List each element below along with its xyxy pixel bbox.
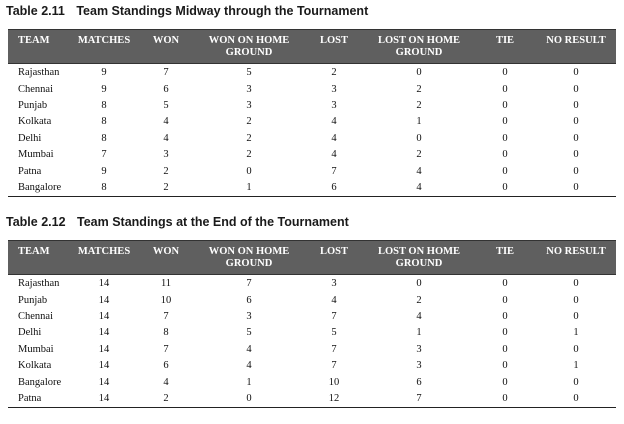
cell-lost-home: 0	[416, 132, 422, 144]
cell-tie: 0	[502, 360, 508, 372]
table-2-11-caption	[6, 4, 368, 18]
cell-no-result: 0	[573, 165, 579, 177]
cell-lost: 3	[331, 278, 337, 290]
cell-team: Punjab	[18, 294, 48, 306]
cell-won: 7	[163, 343, 169, 355]
column-header-lost-home: LOST ON HOME GROUND	[364, 30, 474, 64]
column-header-team: TEAM	[8, 30, 70, 64]
cell-lost: 3	[331, 99, 337, 111]
column-header-lost-home: LOST ON HOME GROUND	[364, 241, 474, 275]
column-header-no-result: NO RESULT	[536, 30, 616, 64]
cell-team: Bangalore	[18, 376, 62, 388]
cell-matches: 9	[101, 83, 107, 95]
cell-matches: 14	[98, 376, 110, 388]
cell-no-result: 0	[573, 116, 579, 128]
cell-won-home: 2	[246, 116, 252, 128]
cell-lost: 3	[331, 83, 337, 95]
cell-won-home: 3	[246, 99, 252, 111]
cell-lost-home: 4	[416, 165, 422, 177]
cell-no-result: 0	[573, 376, 579, 388]
cell-no-result: 1	[573, 327, 579, 339]
cell-team: Kolkata	[18, 360, 52, 372]
cell-won: 11	[160, 278, 172, 290]
cell-won: 4	[163, 132, 169, 144]
column-header-lost: LOST	[304, 241, 364, 275]
cell-team: Chennai	[18, 83, 53, 95]
column-header-won-home: WON ON HOME GROUND	[194, 30, 304, 64]
cell-lost: 12	[304, 391, 364, 408]
cell-tie: 0	[502, 278, 508, 290]
cell-matches: 14	[98, 294, 110, 306]
cell-lost: 7	[331, 165, 337, 177]
table-row	[8, 98, 616, 114]
cell-no-result: 0	[573, 132, 579, 144]
cell-team: Patna	[18, 165, 42, 177]
cell-lost: 7	[331, 310, 337, 322]
table-row	[8, 147, 616, 163]
cell-lost-home: 6	[416, 376, 422, 388]
cell-team: Mumbai	[18, 343, 54, 355]
cell-tie: 0	[474, 391, 536, 408]
table-title: Team Standings Midway through the Tournament	[76, 4, 369, 18]
cell-lost: 10	[328, 376, 340, 388]
column-header-tie: TIE	[474, 30, 536, 64]
column-header-won: WON	[138, 30, 194, 64]
header-row	[8, 30, 616, 64]
cell-no-result: 0	[573, 99, 579, 111]
cell-tie: 0	[502, 343, 508, 355]
cell-team: Rajasthan	[18, 278, 60, 290]
table-row	[8, 275, 616, 293]
cell-matches: 8	[101, 116, 107, 128]
cell-no-result: 0	[573, 294, 579, 306]
cell-won-home: 0	[246, 165, 252, 177]
cell-no-result: 0	[536, 180, 616, 197]
table-row	[8, 374, 616, 390]
cell-team: Patna	[8, 391, 70, 408]
cell-matches: 14	[98, 310, 110, 322]
table-body	[8, 275, 616, 408]
standings-final-table	[8, 240, 616, 408]
column-header-matches: MATCHES	[70, 30, 138, 64]
cell-tie: 0	[502, 294, 508, 306]
table-row	[8, 81, 616, 97]
cell-won-home: 3	[246, 310, 252, 322]
cell-won: 5	[163, 99, 169, 111]
cell-tie: 0	[502, 83, 508, 95]
cell-won-home: 7	[246, 278, 252, 290]
table-row	[8, 391, 616, 408]
table-row	[8, 342, 616, 358]
cell-team: Kolkata	[18, 116, 52, 128]
table-row	[8, 64, 616, 82]
cell-tie: 0	[502, 310, 508, 322]
cell-won-home: 4	[246, 360, 252, 372]
cell-won-home: 6	[246, 294, 252, 306]
cell-lost: 6	[304, 180, 364, 197]
cell-lost-home: 0	[416, 67, 422, 79]
standings-midway-table	[8, 29, 616, 197]
cell-lost-home: 2	[416, 294, 422, 306]
cell-lost: 4	[331, 116, 337, 128]
cell-tie: 0	[502, 132, 508, 144]
cell-lost: 5	[331, 327, 337, 339]
cell-lost-home: 3	[416, 360, 422, 372]
cell-won: 6	[163, 83, 169, 95]
cell-no-result: 0	[573, 149, 579, 161]
table-row	[8, 309, 616, 325]
cell-lost: 7	[331, 343, 337, 355]
cell-no-result: 0	[573, 310, 579, 322]
cell-lost-home: 1	[416, 116, 422, 128]
column-header-tie: TIE	[474, 241, 536, 275]
cell-matches: 14	[98, 360, 110, 372]
cell-team: Delhi	[18, 132, 42, 144]
cell-won-home: 2	[246, 149, 252, 161]
cell-lost-home: 7	[364, 391, 474, 408]
cell-won-home: 5	[246, 67, 252, 79]
cell-no-result: 0	[573, 343, 579, 355]
table-number: Table 2.11	[6, 4, 65, 18]
table-row	[8, 358, 616, 374]
column-header-no-result: NO RESULT	[536, 241, 616, 275]
cell-lost-home: 1	[416, 327, 422, 339]
cell-lost-home: 3	[416, 343, 422, 355]
cell-lost-home: 4	[416, 310, 422, 322]
cell-matches: 8	[70, 180, 138, 197]
cell-tie: 0	[502, 376, 508, 388]
cell-won: 7	[163, 310, 169, 322]
cell-won-home: 5	[246, 327, 252, 339]
cell-won-home: 1	[246, 376, 252, 388]
cell-won: 6	[163, 360, 169, 372]
cell-won-home: 4	[246, 343, 252, 355]
table-2-12-caption	[6, 215, 349, 229]
cell-lost-home: 2	[416, 149, 422, 161]
table-row	[8, 114, 616, 130]
column-header-won-home: WON ON HOME GROUND	[194, 241, 304, 275]
cell-lost: 4	[331, 132, 337, 144]
table-number: Table 2.12	[6, 215, 66, 229]
column-header-won: WON	[138, 241, 194, 275]
cell-won-home: 3	[246, 83, 252, 95]
cell-tie: 0	[502, 165, 508, 177]
cell-lost-home: 2	[416, 99, 422, 111]
cell-won: 2	[138, 391, 194, 408]
table-row	[8, 163, 616, 179]
cell-won: 4	[163, 376, 169, 388]
cell-tie: 0	[502, 67, 508, 79]
cell-lost: 4	[331, 294, 337, 306]
table-row	[8, 325, 616, 341]
header-row	[8, 241, 616, 275]
cell-tie: 0	[502, 149, 508, 161]
table-body	[8, 64, 616, 197]
cell-matches: 14	[98, 278, 110, 290]
cell-won-home: 0	[194, 391, 304, 408]
table-header	[8, 241, 616, 275]
cell-matches: 14	[70, 391, 138, 408]
cell-no-result: 1	[573, 360, 579, 372]
cell-no-result: 0	[573, 83, 579, 95]
cell-team: Delhi	[18, 327, 42, 339]
cell-no-result: 0	[536, 391, 616, 408]
table-header	[8, 30, 616, 64]
cell-won: 7	[163, 67, 169, 79]
cell-won: 10	[160, 294, 172, 306]
cell-won: 4	[163, 116, 169, 128]
cell-lost-home: 4	[364, 180, 474, 197]
cell-won-home: 2	[246, 132, 252, 144]
cell-matches: 8	[101, 99, 107, 111]
column-header-lost: LOST	[304, 30, 364, 64]
cell-matches: 7	[101, 149, 107, 161]
table-row	[8, 292, 616, 308]
cell-lost: 4	[331, 149, 337, 161]
cell-no-result: 0	[573, 278, 579, 290]
cell-matches: 9	[101, 165, 107, 177]
cell-won: 3	[163, 149, 169, 161]
cell-matches: 9	[101, 67, 107, 79]
cell-matches: 14	[98, 327, 110, 339]
cell-lost-home: 2	[416, 83, 422, 95]
cell-won: 2	[163, 165, 169, 177]
cell-team: Rajasthan	[18, 67, 60, 79]
cell-tie: 0	[474, 180, 536, 197]
cell-won-home: 1	[194, 180, 304, 197]
cell-won: 2	[138, 180, 194, 197]
cell-lost: 7	[331, 360, 337, 372]
cell-team: Punjab	[18, 99, 48, 111]
table-row	[8, 180, 616, 197]
cell-no-result: 0	[573, 67, 579, 79]
cell-team: Bangalore	[8, 180, 70, 197]
cell-lost-home: 0	[416, 278, 422, 290]
cell-lost: 2	[331, 67, 337, 79]
cell-matches: 14	[98, 343, 110, 355]
cell-matches: 8	[101, 132, 107, 144]
cell-won: 8	[163, 327, 169, 339]
table-title: Team Standings at the End of the Tournament	[77, 215, 349, 229]
table-row	[8, 131, 616, 147]
cell-tie: 0	[502, 116, 508, 128]
column-header-team: TEAM	[8, 241, 70, 275]
cell-tie: 0	[502, 99, 508, 111]
column-header-matches: MATCHES	[70, 241, 138, 275]
cell-tie: 0	[502, 327, 508, 339]
cell-team: Chennai	[18, 310, 53, 322]
cell-team: Mumbai	[18, 149, 54, 161]
